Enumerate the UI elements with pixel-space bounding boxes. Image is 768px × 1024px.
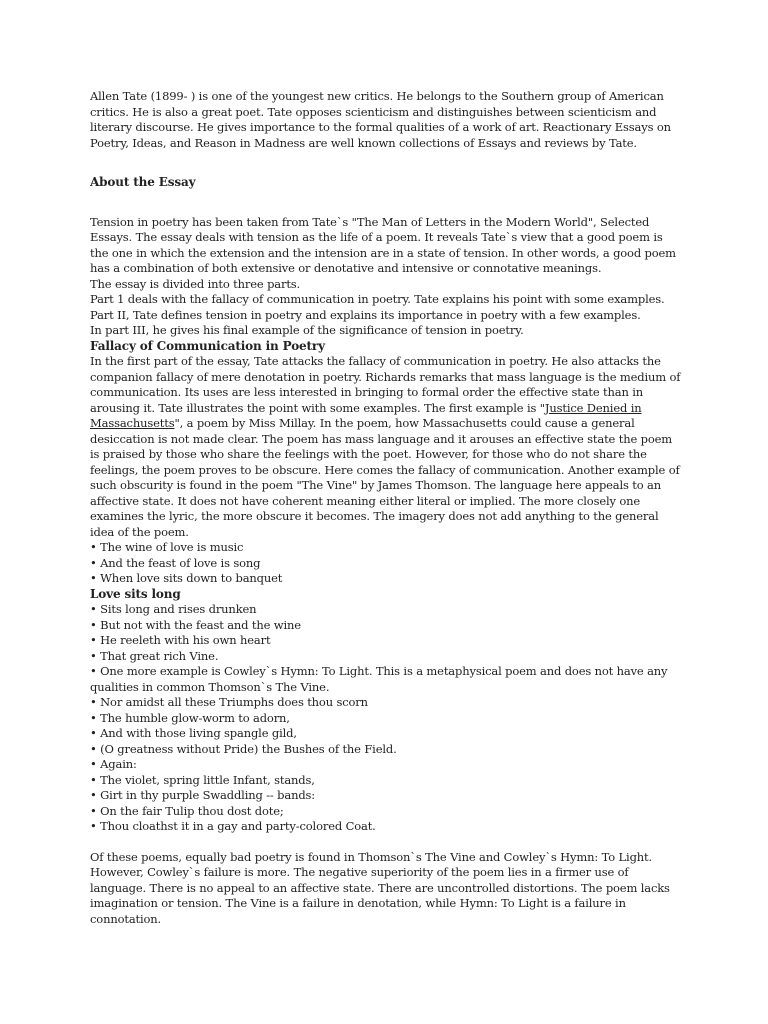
- about-paragraph: Tension in poetry has been taken from Tate`s "The Man of Letters in the Modern World", Selected Essays. The essay deals with tension as the life of a poem. It reveals Tate`s view that a good poem is the one in which the extension and the intension are in a state of tension. In other words, a good poem has a combination of both extensive or denotative and intensive or connotative meanings.: [90, 214, 676, 275]
- part1-line: Part 1 deals with the fallacy of communication in poetry. Tate explains his point with some examples.: [90, 292, 665, 306]
- document-body: [90, 89, 682, 927]
- final-paragraph: Of these poems, equally bad poetry is found in Thomson`s The Vine and Cowley`s Hymn: To Light. However, Cowley`s failure is more. The negative superiority of the poem lies in a firmer use of language. There is no appeal to an affective state. There are uncontrolled distortions. The poem lacks imagination or tension. The Vine is a failure in denotation, while Hymn: To Light is a failure in connotation.: [90, 849, 670, 926]
- poem-line: • And the feast of love is song: [90, 555, 261, 570]
- spacer: [90, 835, 682, 850]
- justice-denied-link[interactable]: Justice Denied in Massachusetts: [90, 400, 642, 430]
- spacer: [90, 191, 682, 215]
- fallacy-paragraph: [90, 354, 682, 540]
- poem-line: • And with those living spangle gild,: [90, 726, 297, 740]
- vine-poem-lines-b: [90, 602, 682, 835]
- poem-line: • The wine of love is music: [90, 540, 244, 554]
- fallacy-text-after-link: ", a poem by Miss Millay. In the poem, how Massachusetts could cause a general desiccation is not made clear. The poem has mass language and it arouses an effective state the poem is praised by those who share the feelings with the poet. However, for those who do not share the feelings, the poem proves to be obscure. Here comes the fallacy of communication. Another example of such obscurity is found in the poem "The Vine" by James Thomson. The language here appeals to an affective state. It does not have coherent meaning either literal or implied. The more closely one examines the lyric, the more obscure it becomes. The imagery does not add anything to the general idea of the poem.: [90, 416, 680, 539]
- poem-line: • That great rich Vine.: [90, 648, 219, 663]
- poem-line: • Nor amidst all these Triumphs does thou scorn: [90, 695, 368, 709]
- poem-line: • Girt in thy purple Swaddling -- bands:: [90, 788, 316, 802]
- fallacy-heading: Fallacy of Communication in Poetry: [90, 338, 325, 353]
- spacer: [90, 151, 682, 175]
- vine-poem-lines-a: [90, 540, 682, 587]
- poem-line: • He reeleth with his own heart: [90, 633, 271, 647]
- love-sits-long-heading: Love sits long: [90, 586, 181, 601]
- poem-line: • When love sits down to banquet: [90, 571, 283, 585]
- poem-line: • But not with the feast and the wine: [90, 617, 301, 632]
- parts-intro-line: The essay is divided into three parts.: [90, 276, 301, 291]
- poem-line: • The violet, spring little Infant, stands,: [90, 772, 315, 787]
- poem-line: • Thou cloathst it in a gay and party-colored Coat.: [90, 819, 376, 833]
- poem-line: • On the fair Tulip thou dost dote;: [90, 803, 284, 818]
- fallacy-text-before-link: In the first part of the essay, Tate attacks the fallacy of communication in poetry. He also attacks the companion fallacy of mere denotation in poetry. Richards remarks that mass language is the medium of communication. Its uses are less interested in bringing to formal order the effective state than in arousing it. Tate illustrates the point with some examples. The first example is ": [90, 354, 681, 415]
- poem-line: • Sits long and rises drunken: [90, 602, 257, 616]
- part3-line: In part III, he gives his final example of the significance of tension in poetry.: [90, 323, 524, 337]
- about-heading: About the Essay: [90, 175, 196, 189]
- poem-line: • (O greatness without Pride) the Bushes of the Field.: [90, 741, 397, 756]
- part2-line: Part II, Tate defines tension in poetry and explains its importance in poetry with a few examples.: [90, 307, 641, 322]
- poem-line: • Again:: [90, 757, 137, 771]
- poem-line: • The humble glow-worm to adorn,: [90, 710, 290, 725]
- intro-paragraph: Allen Tate (1899- ) is one of the youngest new critics. He belongs to the Southern group of American critics. He is also a great poet. Tate opposes scienticism and distinguishes between scienticism and literary discourse. He gives importance to the formal qualities of a work of art. Reactionary Essays on Poetry, Ideas, and Reason in Madness are well known collections of Essays and reviews by Tate.: [90, 89, 671, 150]
- poem-line: • One more example is Cowley`s Hymn: To Light. This is a metaphysical poem and does not have any qualities in common Thomson`s The Vine.: [90, 664, 668, 694]
